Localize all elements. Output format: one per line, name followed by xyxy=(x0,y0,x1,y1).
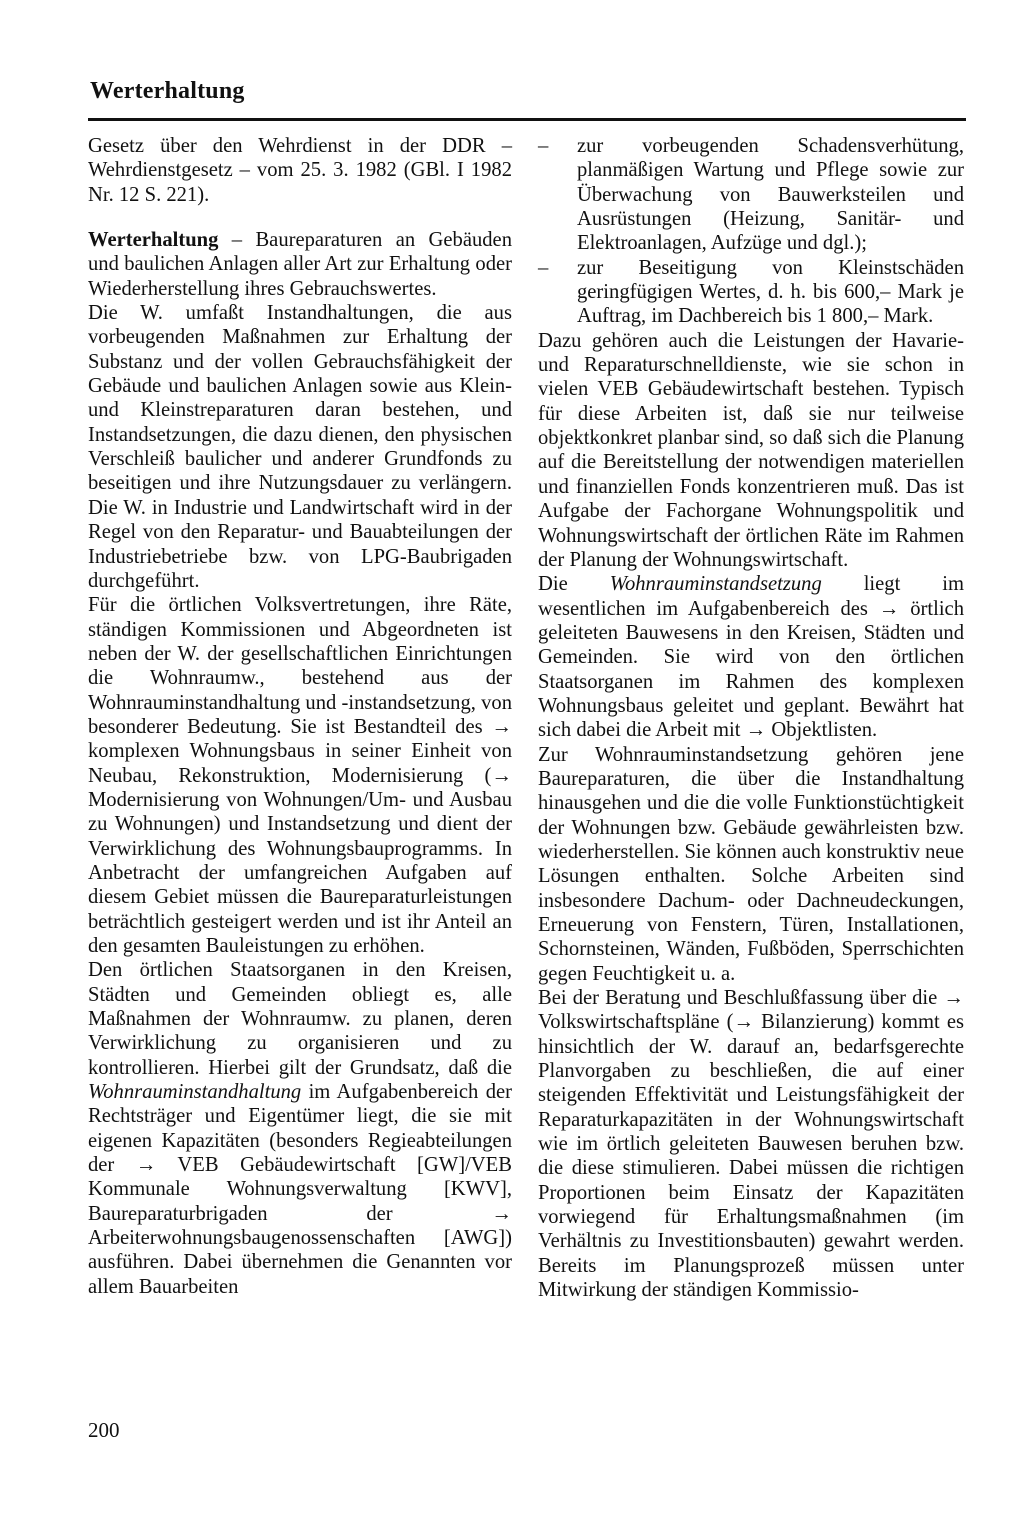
running-header xyxy=(88,74,966,121)
list-item xyxy=(538,256,964,329)
italic-term: Wohnrauminstandsetzung xyxy=(609,573,822,596)
text-run: Den örtlichen Staatsorganen in den Kreisen, Städten und Gemeinden obliegt es, alle Maßnahmen der Wohnraumw. zu planen, deren Verwirklichung zu organisieren und zu kontrollieren. Hierbei gilt der Grundsatz, daß die xyxy=(88,959,512,1079)
text-run: Die xyxy=(538,573,610,596)
paragraph-beratung: Bei der Beratung und Beschlußfassung über die → Volkswirtschaftspläne (→ Bilanzierung) kommt es hinsichtlich der W. darauf an, bedarfsgerechte Planvorgaben zu beschließen, die auf einer steigenden Effektivität und Leistungsfähigkeit der Reparaturkapazitäten in der Wohnungswirtschaft wie im örtlich geleiteten Bauwesen beruhen bzw. die diese stimulieren. Dabei müssen die richtigen Proportionen beim Einsatz der Kapazitäten vorwiegend für Erhaltungsmaßnahmen (im Verhältnis zu Investitionsbauten) gewahrt werden. Bereits im Planungsprozeß müssen unter Mitwirkung der ständigen Kommissio- xyxy=(538,987,964,1302)
page-number: 200 xyxy=(88,1418,120,1442)
right-column xyxy=(538,134,964,1303)
paragraph-continuation: Gesetz über den Wehrdienst in der DDR – Wehrdienstgesetz – vom 25. 3. 1982 (GBl. I 1982 Nr. 12 S. 221). xyxy=(88,135,512,206)
entry-definition: – Baureparaturen an Gebäuden und baulichen Anlagen aller Art zur Erhaltung oder Wiederherstellung ihres Gebrauchswertes. xyxy=(88,229,512,300)
list-item xyxy=(538,134,964,256)
list-dash: – xyxy=(538,135,549,157)
entry-paragraph xyxy=(88,228,512,301)
paragraph-gap xyxy=(88,207,512,228)
header-title: Werterhaltung xyxy=(90,78,245,104)
list-dash: – xyxy=(538,256,549,279)
paragraph-wohnrauminstandsetzung xyxy=(538,572,964,742)
entry-term: Werterhaltung xyxy=(88,229,219,252)
paragraph-staatsorganen xyxy=(88,958,512,1299)
text-run: im Aufgabenbereich der Rechtsträger und Eigentümer liegt, die sie mit eigenen Kapazitäten (besonders Regieabteilungen der → VEB Gebäudewirtschaft [GW]/VEB Kommunale Wohnungsverwaltung [KWV], Baureparaturbrigaden der → Arbeiterwohnungsbaugenossenschaften [AWG]) ausführen. Dabei übernehmen die Genannten vor allem Bauarbeiten xyxy=(88,1081,512,1298)
paragraph-havarie: Dazu gehören auch die Leistungen der Havarie- und Reparaturschnelldienste, wie sie schon in vielen VEB Gebäudewirtschaft bestehen. Typisch für diese Arbeiten ist, daß sie nur teilweise objektkonkret planbar sind, so daß sich die Planung auf die Bereitstellung der notwendigen materiellen und finanziellen Fonds konzentrieren muß. Das ist Aufgabe der Fachorgane Wohnungspolitik und Wohnungswirtschaft der örtlichen Räte im Rahmen der Planung der Wohnungswirtschaft. xyxy=(538,329,964,571)
text-run: liegt im wesentlichen im Aufgabenbereich des → örtlich geleiteten Bauwesens in den Kreisen, Städten und Gemeinden. Sie wird von den örtlichen Staatsorganen im Rahmen des komplexen Wohnungsbaus geleitet und geplant. Bewährt hat sich dabei die Arbeit mit → Objektlisten. xyxy=(538,573,964,742)
list-item-text: zur vorbeugenden Schadensverhütung, planmäßigen Wartung und Pflege sowie zur Überwachung von Bauwerksteilen und Ausrüstungen (Heizung, Sanitär- und Elektroanlagen, Aufzüge und dgl.); xyxy=(577,135,964,255)
paragraph-volksvertretungen: Für die örtlichen Volksvertretungen, ihre Räte, ständigen Kommissionen und Abgeordneten ist neben der W. der gesellschaftlichen Einrichtungen die Wohnraumw., bestehend aus der Wohnrauminstandhaltung und -instandsetzung, von besonderer Bedeutung. Sie ist Bestandteil des → komplexen Wohnungsbaus in seiner Einheit von Neubau, Rekonstruktion, Modernisierung (→ Modernisierung von Wohnungen/Um- und Ausbau zu Wohnungen) und Instandsetzung und dient der Verwirklichung des Wohnungsbauprogramms. In Anbetracht der umfangreichen Aufgaben auf diesem Gebiet müssen die Baureparaturleistungen beträchtlich gesteigert werden und ist ihr Anteil an den gesamten Bauleistungen zu erhöhen. xyxy=(88,594,512,957)
list-item-text: zur Beseitigung von Kleinstschäden geringfügigen Wertes, d. h. bis 600,– Mark je Auftrag, im Dachbereich bis 1 800,– Mark. xyxy=(577,256,964,328)
left-column xyxy=(88,134,512,1299)
paragraph-baureparaturen: Zur Wohnrauminstandsetzung gehören jene Baureparaturen, die über die Instandhaltung hinausgehen und die die volle Funktionstüchtigkeit der Wohnungen bzw. Gebäude gewährleisten bzw. wiederherstellen. Sie können auch konstruktiv neue Lösungen enthalten. Solche Arbeiten sind insbesondere Dachum- oder Dachneudeckungen, Erneuerung von Fenstern, Türen, Installationen, Schornsteinen, Wänden, Fußböden, Sperrschichten gegen Feuchtigkeit u. a. xyxy=(538,743,964,985)
paragraph-instandhaltungen: Die W. umfaßt Instandhaltungen, die aus vorbeugenden Maßnahmen zur Erhaltung der Substanz und der vollen Gebrauchsfähigkeit der Gebäude und baulichen Anlagen sowie aus Klein- und Kleinstreparaturen daran bestehen, und Instandsetzungen, die dazu dienen, den physischen Verschleiß baulicher und anderer Grundfonds zu beseitigen und ihre Nutzungsdauer zu verlängern. Die W. in Industrie und Landwirtschaft wird in der Regel von den Reparatur- und Bauabteilungen der Industriebetriebe bzw. von LPG-Baubrigaden durchgeführt. xyxy=(88,302,512,592)
italic-term: Wohnrauminstandhaltung xyxy=(88,1081,302,1104)
